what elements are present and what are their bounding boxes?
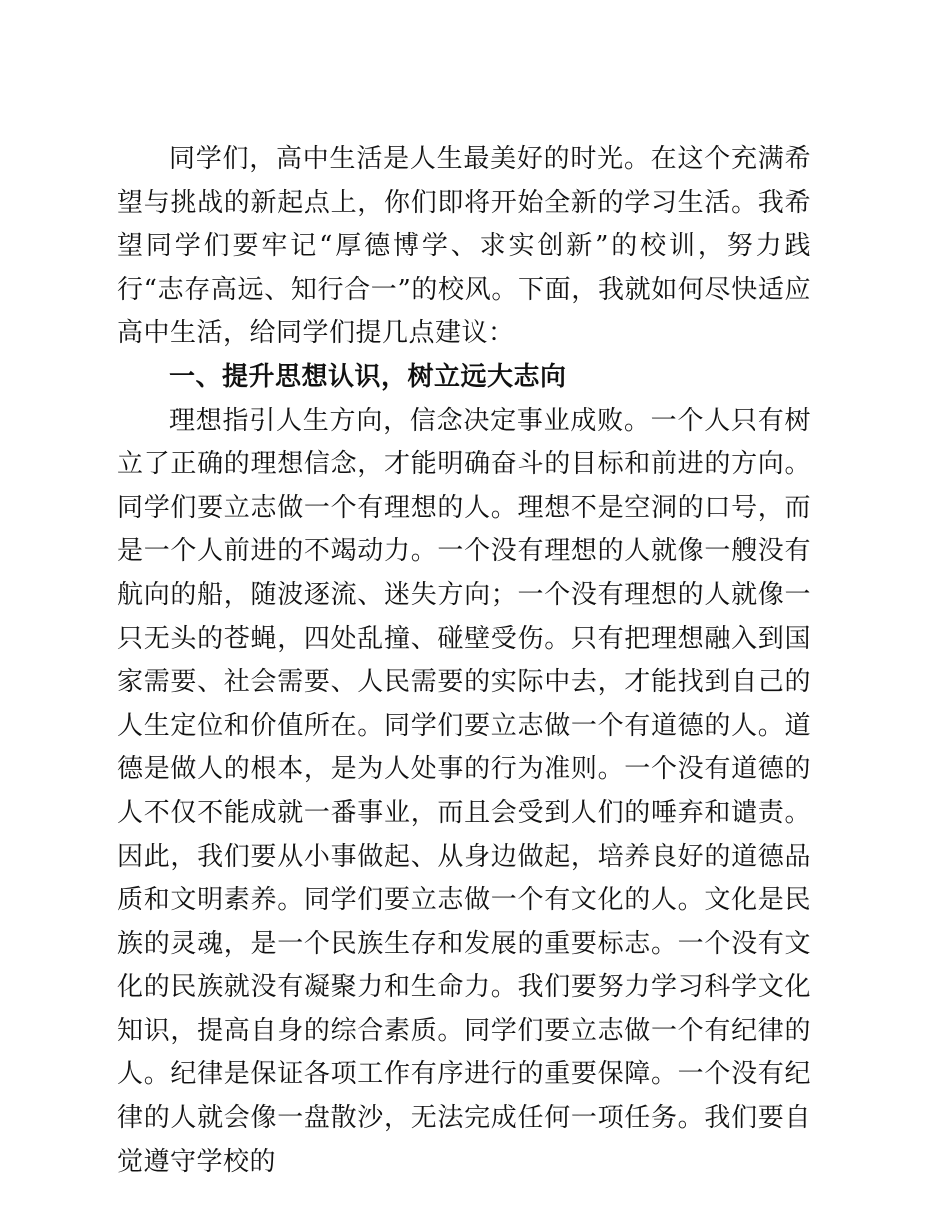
intro-paragraph: 同学们，高中生活是人生最美好的时光。在这个充满希望与挑战的新起点上，你们即将开始全新的学习生活。我希望同学们要牢记“厚德博学、求实创新”的校训，努力践行“志存高远、知行合一”的校风。下面，我就如何尽快适应高中生活，给同学们提几点建议： [117,144,811,349]
body-paragraph: 理想指引人生方向，信念决定事业成败。一个人只有树立了正确的理想信念，才能明确奋斗的目标和前进的方向。同学们要立志做一个有理想的人。理想不是空洞的口号，而是一个人前进的不竭动力。一个没有理想的人就像一艘没有航向的船，随波逐流、迷失方向；一个没有理想的人就像一只无头的苍蝇，四处乱撞、碰壁受伤。只有把理想融入到国家需要、社会需要、人民需要的实际中去，才能找到自己的人生定位和价值所在。同学们要立志做一个有道德的人。道德是做人的根本，是为人处事的行为准则。一个没有道德的人不仅不能成就一番事业，而且会受到人们的唾弃和谴责。因此，我们要从小事做起、从身边做起，培养良好的道德品质和文明素养。同学们要立志做一个有文化的人。文化是民族的灵魂，是一个民族生存和发展的重要标志。一个没有文化的民族就没有凝聚力和生命力。我们要努力学习科学文化知识，提高自身的综合素质。同学们要立志做一个有纪律的人。纪律是保证各项工作有序进行的重要保障。一个没有纪律的人就会像一盘散沙，无法完成任何一项任务。我们要自觉遵守学校的 [117,405,811,1177]
section-heading: 一、提升思想认识，树立远大志向 [169,361,567,392]
document-body [117,138,811,1184]
